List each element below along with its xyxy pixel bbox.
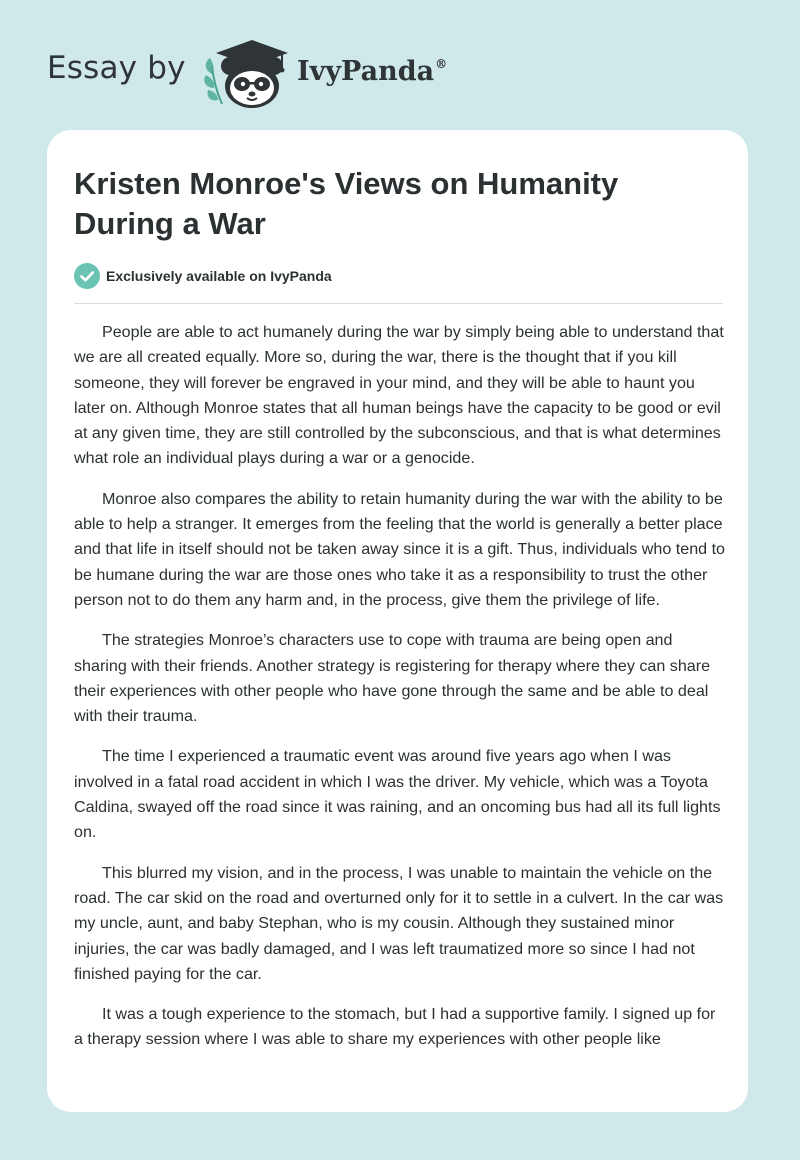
paragraph: It was a tough experience to the stomach, but I had a supportive family. I signed up for a therapy session where I was able to share my experiences with other people like	[74, 1005, 716, 1049]
check-circle-icon	[74, 263, 100, 289]
title-divider	[74, 303, 723, 304]
registered-mark: ®	[435, 57, 448, 71]
paragraph: This blurred my vision, and in the process, I was unable to maintain the vehicle on the road. The car skid on the road and overturned only for it to settle in a culvert. In the car was my uncle, aunt, and baby Stephan, who is my cousin. Although they sustained minor injuries, the car was badly damaged, and I was left traumatized more so since I had not finished paying for the car.	[74, 863, 724, 983]
site-header	[0, 0, 800, 120]
exclusive-badge	[74, 263, 332, 289]
brand-name[interactable]	[297, 56, 447, 87]
essay-by-label: Essay by	[47, 50, 186, 86]
paragraph: People are able to act humanely during the war by simply being able to understand that we are all created equally. More so, during the war, there is the thought that if you kill someone, they will forever be engraved in your mind, and they will be able to haunt you later on. Although Monroe states that all human beings have the capacity to be good or evil at any given time, they are still controlled by the subconscious, and that is what determines what role an individual plays during a war or a genocide.	[74, 323, 724, 468]
paragraph: The time I experienced a traumatic event was around five years ago when I was involved in a fatal road accident in which I was the driver. My vehicle, which was a Toyota Caldina, swayed off the road since it was raining, and an oncoming bus had all its full lights on.	[74, 747, 721, 842]
paragraph: The strategies Monroe’s characters use to cope with trauma are being open and sharing with their friends. Another strategy is registering for therapy where they can share their experiences with other people who have gone through the same and be able to deal with their trauma.	[74, 631, 711, 726]
panda-graduation-cap-icon[interactable]	[200, 36, 292, 110]
exclusive-badge-label: Exclusively available on IvyPanda	[106, 268, 332, 284]
paragraph: Monroe also compares the ability to retain humanity during the war with the ability to be able to help a stranger. It emerges from the feeling that the world is generally a better place and that life in itself should not be taken away since it is a gift. Thus, individuals who tend to be humane during the war are those ones who take it as a responsibility to trust the other person not to do them any harm and, in the process, give them the privilege of life.	[74, 489, 725, 609]
article-title: Kristen Monroe's Views on Humanity During a War	[74, 166, 619, 241]
brand-text: IvyPanda	[297, 56, 435, 87]
article-body	[74, 320, 727, 1068]
article-card	[47, 130, 748, 1112]
